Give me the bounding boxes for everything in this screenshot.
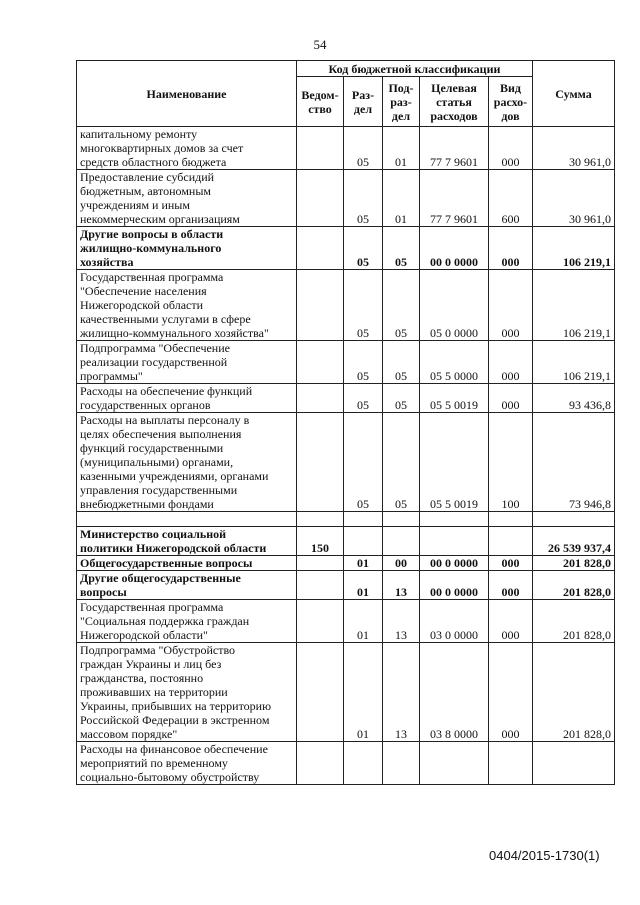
cell-subsection: 05 bbox=[383, 341, 420, 384]
table-row bbox=[77, 413, 615, 512]
cell-target-article: 77 7 9601 bbox=[420, 170, 489, 227]
table-row bbox=[77, 127, 615, 170]
cell-name: Расходы на обеспечение функций государственных органов bbox=[77, 384, 297, 413]
cell-subsection: 01 bbox=[383, 170, 420, 227]
table-row bbox=[77, 527, 615, 556]
header-name: Наименование bbox=[77, 61, 297, 127]
cell-name: Подпрограмма "Обустройство граждан Украины и лиц без гражданства, постоянно проживавших на территории Украины, прибывших на территорию Российской Федерации в экстренном массовом порядке" bbox=[77, 643, 297, 742]
cell-target-article: 77 7 9601 bbox=[420, 127, 489, 170]
cell-department bbox=[297, 227, 344, 270]
cell-sum: 201 828,0 bbox=[533, 643, 615, 742]
header-subsection: Под- раз- дел bbox=[383, 77, 420, 127]
cell-sum: 106 219,1 bbox=[533, 227, 615, 270]
cell-section: 05 bbox=[344, 341, 383, 384]
cell-target-article: 05 0 0000 bbox=[420, 270, 489, 341]
cell-target-article: 03 0 0000 bbox=[420, 600, 489, 643]
cell-section bbox=[344, 527, 383, 556]
cell-target-article: 05 5 0000 bbox=[420, 341, 489, 384]
table-row bbox=[77, 556, 615, 571]
cell-sum bbox=[533, 742, 615, 785]
cell-section: 05 bbox=[344, 270, 383, 341]
cell-name: Расходы на выплаты персоналу в целях обеспечения выполнения функций государственными (муниципальными) органами, казенными учреждениями, органами управления государственными внебюджетными фондами bbox=[77, 413, 297, 512]
cell-subsection: 01 bbox=[383, 127, 420, 170]
cell-expense-kind: 000 bbox=[489, 643, 533, 742]
cell-expense-kind: 000 bbox=[489, 227, 533, 270]
cell-expense-kind bbox=[489, 742, 533, 785]
cell-name: Подпрограмма "Обеспечение реализации государственной программы" bbox=[77, 341, 297, 384]
cell-subsection: 05 bbox=[383, 413, 420, 512]
cell-target-article bbox=[420, 742, 489, 785]
cell-department bbox=[297, 384, 344, 413]
cell-name: Министерство социальной политики Нижегородской области bbox=[77, 527, 297, 556]
cell-name: Общегосударственные вопросы bbox=[77, 556, 297, 571]
table-row bbox=[77, 600, 615, 643]
cell-target-article bbox=[420, 527, 489, 556]
cell-name: Расходы на финансовое обеспечение мероприятий по временному социально-бытовому обустройству bbox=[77, 742, 297, 785]
cell-department bbox=[297, 600, 344, 643]
header-classification-group: Код бюджетной классификации bbox=[297, 61, 533, 77]
cell-name: Другие вопросы в области жилищно-коммунального хозяйства bbox=[77, 227, 297, 270]
cell-sum: 30 961,0 bbox=[533, 170, 615, 227]
cell-department bbox=[297, 512, 344, 527]
cell-name bbox=[77, 512, 297, 527]
cell-subsection bbox=[383, 512, 420, 527]
table-row bbox=[77, 341, 615, 384]
cell-subsection: 13 bbox=[383, 571, 420, 600]
cell-section bbox=[344, 512, 383, 527]
cell-sum bbox=[533, 512, 615, 527]
header-target-article: Целевая статья расходов bbox=[420, 77, 489, 127]
table-body bbox=[77, 127, 615, 785]
cell-section bbox=[344, 742, 383, 785]
cell-section: 05 bbox=[344, 127, 383, 170]
cell-section: 01 bbox=[344, 600, 383, 643]
cell-expense-kind: 100 bbox=[489, 413, 533, 512]
cell-sum: 106 219,1 bbox=[533, 341, 615, 384]
cell-target-article: 05 5 0019 bbox=[420, 413, 489, 512]
table-row bbox=[77, 170, 615, 227]
cell-sum: 30 961,0 bbox=[533, 127, 615, 170]
cell-expense-kind: 600 bbox=[489, 170, 533, 227]
cell-expense-kind: 000 bbox=[489, 384, 533, 413]
cell-target-article: 00 0 0000 bbox=[420, 571, 489, 600]
cell-expense-kind: 000 bbox=[489, 556, 533, 571]
cell-sum: 93 436,8 bbox=[533, 384, 615, 413]
cell-subsection: 05 bbox=[383, 270, 420, 341]
cell-section: 05 bbox=[344, 413, 383, 512]
cell-department bbox=[297, 571, 344, 600]
cell-name: Государственная программа "Социальная поддержка граждан Нижегородской области" bbox=[77, 600, 297, 643]
cell-department bbox=[297, 270, 344, 341]
cell-name: Государственная программа "Обеспечение населения Нижегородской области качественными услугами в сфере жилищно-коммунального хозяйства" bbox=[77, 270, 297, 341]
cell-section: 01 bbox=[344, 643, 383, 742]
cell-sum: 73 946,8 bbox=[533, 413, 615, 512]
cell-expense-kind: 000 bbox=[489, 127, 533, 170]
cell-sum: 201 828,0 bbox=[533, 571, 615, 600]
cell-section: 05 bbox=[344, 384, 383, 413]
cell-expense-kind bbox=[489, 512, 533, 527]
document-code: 0404/2015-1730(1) bbox=[489, 848, 600, 863]
cell-section: 05 bbox=[344, 227, 383, 270]
cell-subsection: 05 bbox=[383, 227, 420, 270]
cell-target-article: 05 5 0019 bbox=[420, 384, 489, 413]
cell-subsection bbox=[383, 742, 420, 785]
cell-section: 05 bbox=[344, 170, 383, 227]
cell-expense-kind: 000 bbox=[489, 600, 533, 643]
cell-subsection bbox=[383, 527, 420, 556]
cell-sum: 201 828,0 bbox=[533, 600, 615, 643]
table-row bbox=[77, 571, 615, 600]
cell-expense-kind: 000 bbox=[489, 341, 533, 384]
cell-department bbox=[297, 742, 344, 785]
cell-name: Другие общегосударственные вопросы bbox=[77, 571, 297, 600]
table-row bbox=[77, 227, 615, 270]
cell-target-article: 00 0 0000 bbox=[420, 556, 489, 571]
cell-name: капитальному ремонту многоквартирных домов за счет средств областного бюджета bbox=[77, 127, 297, 170]
cell-target-article bbox=[420, 512, 489, 527]
cell-expense-kind: 000 bbox=[489, 571, 533, 600]
header-department: Ведом- ство bbox=[297, 77, 344, 127]
table-row bbox=[77, 742, 615, 785]
budget-table bbox=[76, 60, 615, 785]
cell-section: 01 bbox=[344, 556, 383, 571]
header-section: Раз- дел bbox=[344, 77, 383, 127]
cell-department: 150 bbox=[297, 527, 344, 556]
table-row bbox=[77, 270, 615, 341]
cell-department bbox=[297, 127, 344, 170]
cell-department bbox=[297, 413, 344, 512]
table-row bbox=[77, 643, 615, 742]
cell-department bbox=[297, 643, 344, 742]
cell-department bbox=[297, 556, 344, 571]
spacer-row bbox=[77, 512, 615, 527]
cell-name: Предоставление субсидий бюджетным, автономным учреждениям и иным некоммерческим организациям bbox=[77, 170, 297, 227]
table-row bbox=[77, 384, 615, 413]
cell-target-article: 03 8 0000 bbox=[420, 643, 489, 742]
cell-sum: 26 539 937,4 bbox=[533, 527, 615, 556]
cell-department bbox=[297, 170, 344, 227]
cell-subsection: 05 bbox=[383, 384, 420, 413]
header-sum: Сумма bbox=[533, 61, 615, 127]
page-number: 54 bbox=[313, 37, 327, 52]
cell-sum: 201 828,0 bbox=[533, 556, 615, 571]
header-expense-kind: Вид расхо- дов bbox=[489, 77, 533, 127]
cell-department bbox=[297, 341, 344, 384]
cell-subsection: 00 bbox=[383, 556, 420, 571]
cell-section: 01 bbox=[344, 571, 383, 600]
cell-expense-kind: 000 bbox=[489, 270, 533, 341]
cell-subsection: 13 bbox=[383, 600, 420, 643]
cell-expense-kind bbox=[489, 527, 533, 556]
cell-subsection: 13 bbox=[383, 643, 420, 742]
cell-target-article: 00 0 0000 bbox=[420, 227, 489, 270]
cell-sum: 106 219,1 bbox=[533, 270, 615, 341]
